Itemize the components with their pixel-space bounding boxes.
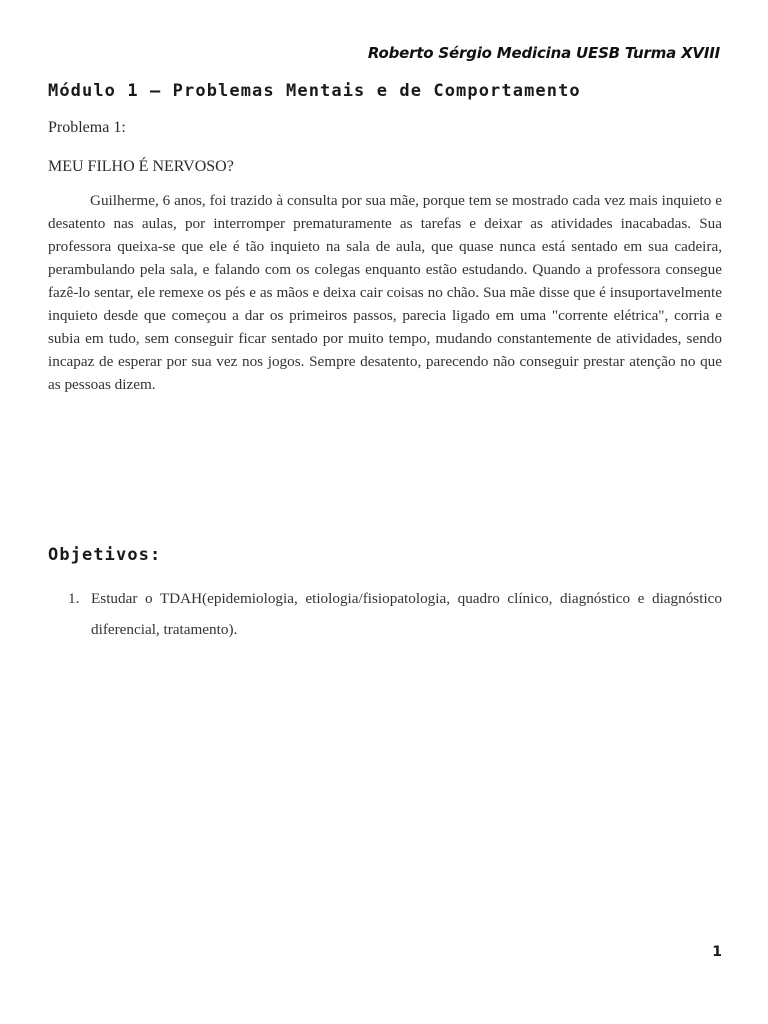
problem-label: Problema 1:: [48, 119, 126, 136]
objective-item: [48, 583, 722, 645]
objectives-heading: Objetivos:: [48, 545, 162, 565]
objective-number: 1.: [68, 590, 80, 607]
case-description: Guilherme, 6 anos, foi trazido à consulta por sua mãe, porque tem se mostrado cada vez mais inquieto e desatento nas aulas, por interromper prematuramente as tarefas e deixar as atividades inacabadas. Sua professora queixa-se que ele é tão inquieto na sala de aula, que quase nunca está sentado em sua cadeira, perambulando pela sala, e falando com os colegas enquanto estão estudando. Quando a professora consegue fazê-lo sentar, ele remexe os pés e as mãos e deixa cair coisas no chão. Sua mãe disse que é insuportavelmente inquieto desde que começou a dar os primeiros passos, parecia ligado em uma "corrente elétrica", corria e subia em tudo, sem conseguir ficar sentado por muito tempo, mudando constantemente de atividades, sendo incapaz de esperar por sua vez nos jogos. Sempre desatento, parecendo não conseguir prestar atenção no que as pessoas dizem.: [48, 192, 722, 393]
objective-text: Estudar o TDAH(epidemiologia, etiologia/fisiopatologia, quadro clínico, diagnóstico e diagnóstico diferencial, tratamento).: [91, 590, 722, 638]
objectives-list: [48, 583, 722, 645]
author-header: Roberto Sérgio Medicina UESB Turma XVIII: [367, 44, 720, 62]
page-number: 1: [712, 944, 722, 960]
case-title: MEU FILHO É NERVOSO?: [48, 158, 234, 175]
module-title: Módulo 1 – Problemas Mentais e de Comportamento: [48, 81, 581, 101]
